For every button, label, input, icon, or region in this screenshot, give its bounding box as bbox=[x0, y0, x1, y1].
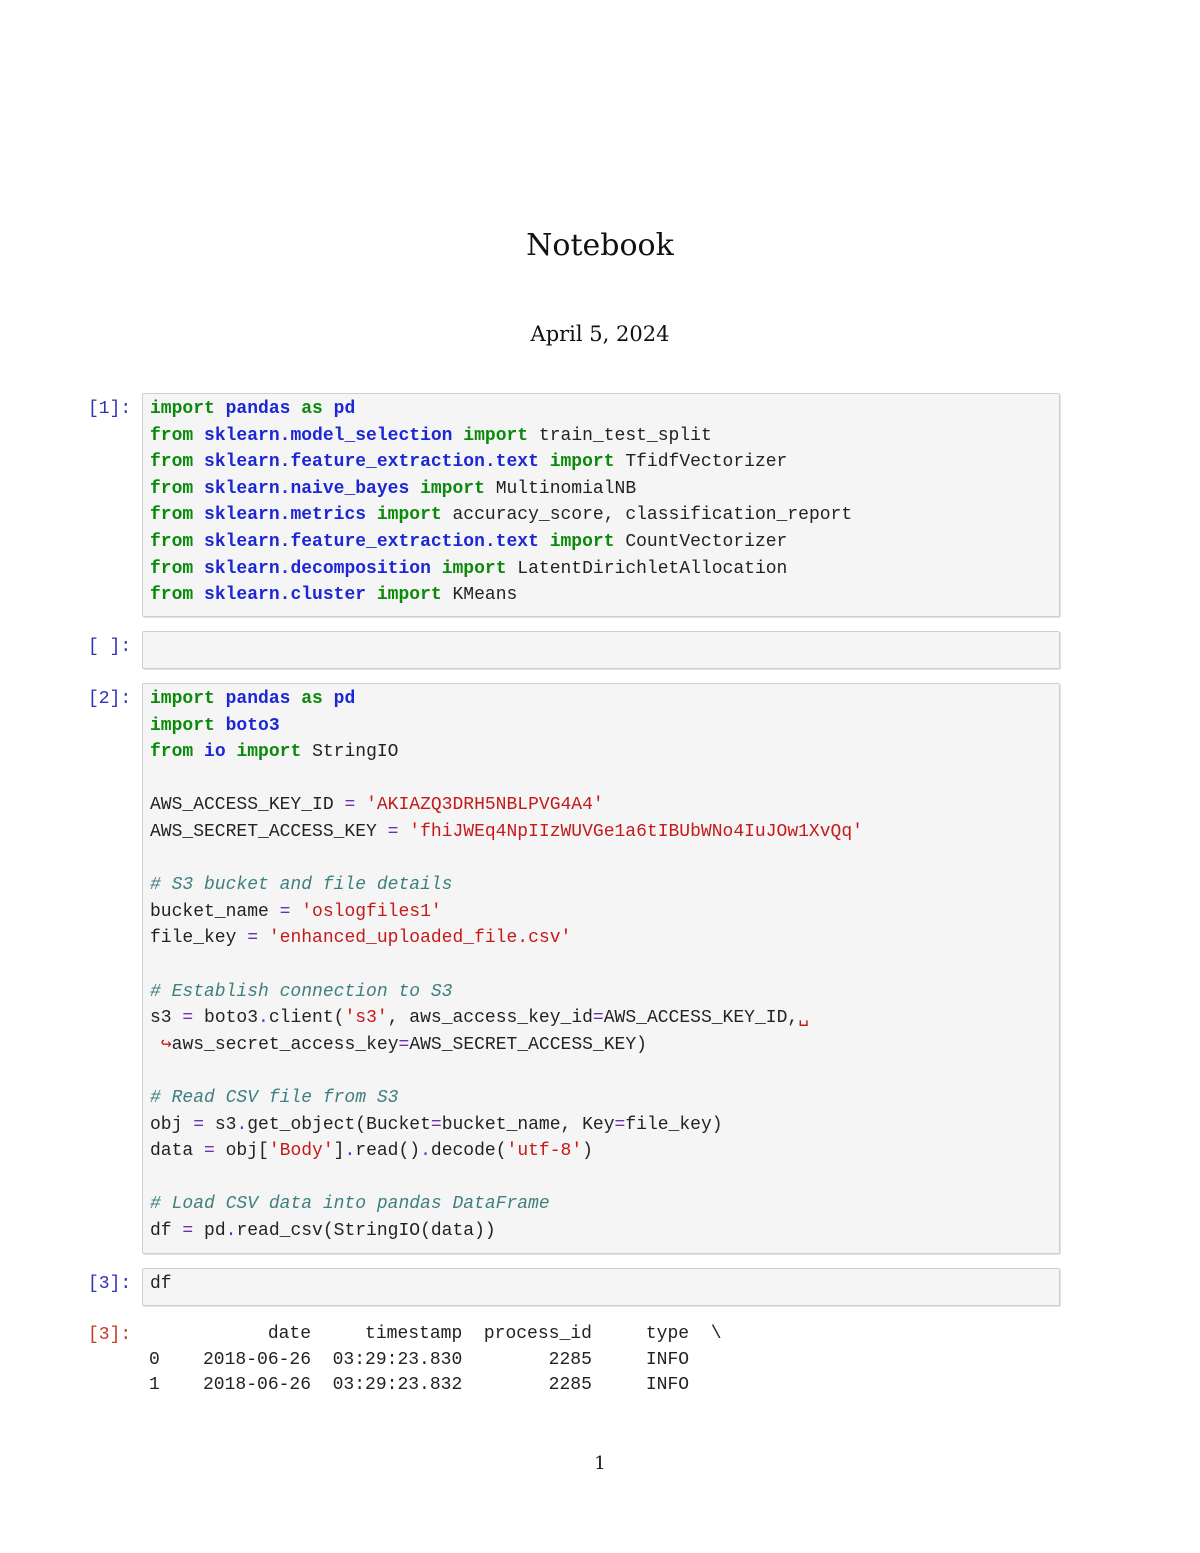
code-token: ] bbox=[333, 1141, 345, 1162]
code-token: = bbox=[182, 1008, 194, 1029]
code-token: 'AKIAZQ3DRH5NBLPVG4A4' bbox=[366, 795, 604, 816]
code-token: ␣ bbox=[798, 1008, 810, 1029]
code-token: s3 bbox=[204, 1114, 237, 1135]
code-token: import bbox=[376, 585, 442, 606]
code-token bbox=[398, 822, 409, 842]
code-token: import bbox=[463, 425, 529, 446]
code-token: = bbox=[279, 901, 291, 922]
code-token: import bbox=[549, 531, 615, 552]
code-token: # Load CSV data into pandas DataFrame bbox=[150, 1194, 550, 1215]
code-token: ↪ bbox=[160, 1034, 172, 1055]
code-token: # Establish connection to S3 bbox=[150, 981, 453, 1002]
code-token: from bbox=[150, 505, 194, 526]
code-token: pd bbox=[333, 689, 356, 709]
code-token: as bbox=[301, 399, 323, 419]
code-token: 's3' bbox=[344, 1008, 388, 1029]
page-number: 1 bbox=[594, 1453, 606, 1474]
code-line bbox=[150, 902, 442, 922]
code-token bbox=[366, 505, 377, 525]
code-line bbox=[150, 452, 787, 472]
code-line bbox=[150, 689, 355, 709]
code-token: read_csv(StringIO(data)) bbox=[236, 1220, 496, 1241]
output-line: 0 2018-06-26 03:29:23.830 2285 INFO bbox=[149, 1349, 690, 1370]
code-line bbox=[150, 742, 398, 762]
code-token bbox=[323, 689, 334, 709]
document-date: April 5, 2024 bbox=[530, 322, 670, 346]
code-token bbox=[193, 559, 204, 579]
code-token: import bbox=[236, 742, 302, 763]
code-token bbox=[323, 399, 334, 419]
output-prompt: [3]: bbox=[88, 1325, 132, 1345]
code-line bbox=[150, 1088, 398, 1108]
code-token: sklearn.feature_extraction.text bbox=[204, 452, 539, 473]
code-token bbox=[215, 716, 226, 736]
code-token: get_object(Bucket bbox=[247, 1114, 431, 1135]
code-token: from bbox=[150, 742, 194, 763]
code-token bbox=[193, 479, 204, 499]
output-line: date timestamp process_id type \ bbox=[149, 1324, 722, 1344]
code-token: from bbox=[150, 425, 194, 446]
code-token: import bbox=[150, 399, 215, 419]
code-token: MultinomialNB bbox=[484, 478, 637, 499]
code-input[interactable] bbox=[143, 394, 1059, 609]
code-cell-empty[interactable] bbox=[142, 631, 1060, 669]
cell-prompt: [1]: bbox=[88, 399, 132, 419]
code-token: io bbox=[204, 742, 226, 763]
code-input[interactable] bbox=[143, 632, 1059, 634]
code-token: = bbox=[592, 1008, 604, 1029]
code-token: . bbox=[258, 1008, 269, 1029]
code-token: boto3 bbox=[193, 1008, 259, 1029]
code-line bbox=[150, 479, 636, 499]
code-token bbox=[290, 399, 301, 419]
code-token: import bbox=[376, 505, 442, 526]
code-token: obj bbox=[150, 1114, 194, 1135]
code-token bbox=[366, 585, 377, 605]
code-line bbox=[150, 585, 517, 605]
code-token: , aws_access_key_id bbox=[387, 1008, 593, 1029]
code-token: import bbox=[150, 689, 215, 709]
code-token: file_key) bbox=[625, 1114, 723, 1135]
code-token: pd bbox=[193, 1220, 226, 1241]
code-line bbox=[150, 716, 280, 736]
code-token: = bbox=[182, 1220, 194, 1241]
code-token: sklearn.metrics bbox=[204, 505, 367, 526]
code-token bbox=[193, 452, 204, 472]
code-line bbox=[150, 399, 355, 419]
code-line bbox=[150, 928, 571, 948]
code-line bbox=[150, 1008, 809, 1028]
code-token bbox=[226, 742, 237, 762]
code-token bbox=[290, 689, 301, 709]
code-token: CountVectorizer bbox=[614, 531, 788, 552]
code-input[interactable] bbox=[143, 684, 1059, 1244]
code-line bbox=[150, 1274, 172, 1294]
code-token bbox=[215, 399, 226, 419]
code-token: df bbox=[150, 1220, 183, 1241]
code-token: boto3 bbox=[225, 715, 280, 736]
code-token: StringIO bbox=[301, 742, 399, 763]
code-token bbox=[290, 902, 301, 922]
code-token: sklearn.decomposition bbox=[204, 558, 431, 579]
code-token: import bbox=[150, 715, 215, 736]
code-line bbox=[150, 1035, 647, 1055]
code-line bbox=[150, 505, 852, 525]
code-token bbox=[258, 928, 269, 948]
code-token: from bbox=[150, 452, 194, 473]
code-token: 'utf-8' bbox=[506, 1141, 583, 1162]
code-token: pd bbox=[333, 399, 356, 419]
code-token: AWS_SECRET_ACCESS_KEY bbox=[150, 821, 388, 842]
code-token: from bbox=[150, 478, 194, 499]
code-token: client( bbox=[268, 1008, 345, 1029]
code-token: = bbox=[614, 1114, 626, 1135]
code-token: file_key bbox=[150, 928, 248, 949]
code-token: as bbox=[301, 689, 323, 709]
code-token: s3 bbox=[150, 1008, 183, 1029]
code-token bbox=[150, 1035, 161, 1055]
code-token: ) bbox=[582, 1141, 593, 1162]
code-token: import bbox=[549, 452, 615, 473]
code-token: AWS_ACCESS_KEY_ID, bbox=[603, 1008, 799, 1029]
code-line bbox=[150, 559, 787, 579]
code-token: = bbox=[387, 821, 399, 842]
code-token: . bbox=[225, 1220, 237, 1241]
code-token: sklearn.model_selection bbox=[204, 425, 453, 446]
code-line bbox=[150, 822, 863, 842]
code-line bbox=[150, 1115, 723, 1135]
code-token: sklearn.naive_bayes bbox=[204, 478, 410, 499]
code-token: AWS_SECRET_ACCESS_KEY) bbox=[409, 1034, 647, 1055]
document-title: Notebook bbox=[526, 228, 674, 263]
code-token: = bbox=[430, 1114, 442, 1135]
code-token bbox=[193, 505, 204, 525]
code-token: 'fhiJWEq4NpIIzWUVGe1a6tIBUbWNo4IuJOw1XvQq' bbox=[409, 821, 863, 842]
code-line bbox=[150, 1194, 550, 1214]
code-token: obj[ bbox=[214, 1141, 269, 1162]
code-token: import bbox=[420, 478, 485, 499]
code-token: # S3 bucket and file details bbox=[150, 875, 453, 896]
code-line bbox=[150, 875, 452, 895]
code-token: = bbox=[344, 795, 356, 816]
code-token: 'Body' bbox=[268, 1141, 334, 1162]
code-token: pandas bbox=[225, 399, 291, 419]
code-token: # Read CSV file from S3 bbox=[150, 1087, 399, 1108]
code-token: = bbox=[247, 928, 259, 949]
cell-prompt: [3]: bbox=[88, 1274, 132, 1294]
code-token bbox=[431, 559, 442, 579]
code-line bbox=[150, 982, 452, 1002]
code-token: sklearn.cluster bbox=[204, 585, 367, 606]
code-token bbox=[409, 479, 420, 499]
code-token: bucket_name bbox=[150, 901, 280, 922]
cell-prompt: [ ]: bbox=[88, 637, 132, 657]
code-token: df bbox=[150, 1274, 172, 1294]
dataframe-output bbox=[149, 1322, 722, 1399]
code-token bbox=[355, 795, 366, 815]
code-token: decode( bbox=[430, 1141, 507, 1162]
code-line bbox=[150, 532, 787, 552]
code-token: . bbox=[420, 1141, 431, 1162]
code-cell[interactable] bbox=[142, 683, 1060, 1254]
code-token bbox=[193, 742, 204, 762]
code-token: import bbox=[441, 558, 507, 579]
code-token: . bbox=[344, 1141, 356, 1162]
code-token: accuracy_score, classification_report bbox=[441, 505, 853, 526]
code-token: data bbox=[150, 1141, 205, 1162]
code-input[interactable] bbox=[143, 1269, 1059, 1298]
code-token: . bbox=[236, 1114, 248, 1135]
code-token: sklearn.feature_extraction.text bbox=[204, 531, 539, 552]
code-token bbox=[193, 585, 204, 605]
code-token: pandas bbox=[225, 689, 291, 709]
code-token: LatentDirichletAllocation bbox=[506, 558, 788, 579]
code-line bbox=[150, 795, 604, 815]
code-line bbox=[150, 1141, 593, 1161]
code-token: = bbox=[204, 1141, 215, 1162]
code-token bbox=[539, 532, 550, 552]
code-token: AWS_ACCESS_KEY_ID bbox=[150, 795, 345, 816]
cell-prompt: [2]: bbox=[88, 689, 132, 709]
code-token: from bbox=[150, 558, 194, 579]
code-token: from bbox=[150, 531, 194, 552]
code-token: read() bbox=[355, 1141, 421, 1162]
code-line bbox=[150, 426, 712, 446]
code-token bbox=[452, 426, 463, 446]
code-token: KMeans bbox=[441, 585, 518, 606]
code-token: from bbox=[150, 585, 194, 606]
output-line: 1 2018-06-26 03:29:23.832 2285 INFO bbox=[149, 1375, 690, 1395]
code-line bbox=[150, 1221, 496, 1241]
code-token: TfidfVectorizer bbox=[614, 452, 788, 473]
code-token: = bbox=[398, 1034, 410, 1055]
code-token bbox=[193, 532, 204, 552]
code-token: = bbox=[193, 1114, 205, 1135]
code-token bbox=[215, 689, 226, 709]
code-token: 'enhanced_uploaded_file.csv' bbox=[268, 928, 572, 949]
code-token bbox=[539, 452, 550, 472]
code-token: 'oslogfiles1' bbox=[301, 901, 442, 922]
code-token: aws_secret_access_key bbox=[171, 1034, 399, 1055]
code-token: bucket_name, Key bbox=[441, 1114, 615, 1135]
code-token: train_test_split bbox=[528, 425, 712, 446]
code-token bbox=[193, 426, 204, 446]
code-cell[interactable] bbox=[142, 393, 1060, 617]
code-cell[interactable] bbox=[142, 1268, 1060, 1306]
